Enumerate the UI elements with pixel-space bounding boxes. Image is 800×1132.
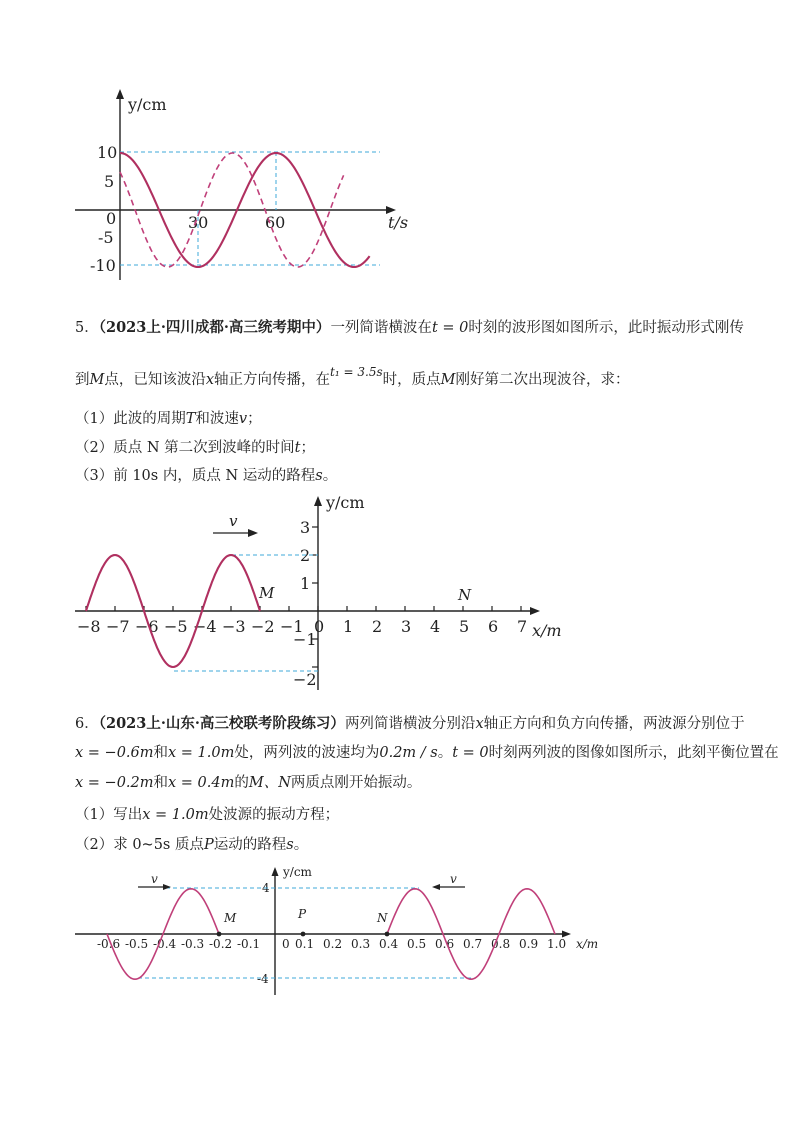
q6-math: t = 0 [452, 745, 489, 761]
fig2-M-label: M [259, 584, 275, 602]
q5-text: 时刻的波形图如图所示，此时振动形式刚传 [468, 320, 744, 336]
q6-math: x = 1.0m [168, 745, 235, 761]
q6-math: x = 1.0m [142, 807, 209, 823]
fig3-ytick-m4: -4 [257, 972, 269, 986]
fig1-ytick-m10: -10 [90, 256, 116, 275]
figure-1-vibration-graph [0, 0, 800, 300]
fig1-ytick-m5: -5 [98, 228, 114, 247]
q6-math: 0.2m / s [379, 745, 438, 761]
q5-text: 。 [322, 468, 338, 484]
fig2-N-label: N [458, 586, 472, 604]
q6-text: 和 [153, 775, 169, 791]
fig3-xtick-label: 0.4 [379, 937, 399, 951]
q6-text: 处，两列波的波速均为 [234, 745, 380, 761]
fig3-xtick-label: -0.1 [237, 937, 261, 951]
fig3-xtick-label: 0.8 [491, 937, 511, 951]
q6-sub-2 [75, 835, 308, 855]
q5-sub-3 [75, 466, 337, 486]
fig3-xtick-label: -0.6 [97, 937, 121, 951]
fig1-y-label: y/cm [128, 95, 167, 114]
fig2-y-arrow-icon [314, 496, 322, 506]
fig3-x-label: x/m [576, 937, 599, 951]
q5-math: t = 0 [431, 320, 469, 336]
fig2-x-arrow-icon [530, 607, 540, 615]
fig2-xtick-label: −7 [106, 617, 130, 636]
q5-text: （1）此波的周期 [75, 411, 186, 427]
fig2-ytick-3: 3 [300, 518, 311, 537]
fig3-xtick-label: 0.9 [519, 937, 539, 951]
fig1-y-arrow-icon [116, 89, 124, 99]
q5-math: v [238, 411, 248, 427]
fig3-M-point [217, 932, 222, 937]
q5-math: x [205, 372, 215, 388]
fig1-xtick-60: 60 [265, 213, 286, 232]
fig3-xtick-label: 0.7 [463, 937, 483, 951]
q5-text: 刚好第二次出现波谷，求： [455, 372, 630, 388]
fig1-ytick-10: 10 [97, 143, 118, 162]
q6-math: M、N [248, 775, 291, 791]
q6-line-3 [75, 773, 421, 793]
q6-text: 处波源的振动方程； [208, 807, 340, 823]
fig3-xtick-label: -0.4 [153, 937, 177, 951]
q5-line-1 [75, 318, 744, 338]
q5-line-2 [75, 365, 630, 390]
fig1-ytick-5: 5 [104, 172, 115, 191]
fig2-xtick-label: 2 [372, 617, 383, 636]
fig3-xtick-label: 0.3 [351, 937, 371, 951]
q5-math: M [89, 372, 105, 388]
fig2-xtick-label: −8 [77, 617, 101, 636]
fig2-xtick-label: −3 [222, 617, 246, 636]
fig3-N-point [385, 932, 390, 937]
q6-text: 。 [437, 745, 453, 761]
fig2-xtick-label: 1 [343, 617, 354, 636]
fig3-N-label: N [377, 911, 388, 925]
fig3-v-label-left: v [151, 872, 158, 886]
fig3-right-arrowhead-icon [432, 884, 440, 890]
fig2-v-label: v [229, 512, 238, 530]
fig3-P-point [301, 932, 306, 937]
fig3-y-arrow-icon [272, 867, 279, 876]
q6-text: 的 [234, 775, 249, 791]
fig3-xtick-label: -0.3 [181, 937, 205, 951]
q5-sub-2 [75, 438, 315, 458]
fig2-xtick-label: −6 [135, 617, 159, 636]
q6-text: 两列简谐横波分别沿 [344, 716, 476, 732]
q6-text: 两质点刚开始振动。 [290, 775, 422, 791]
q6-text: 和 [153, 745, 169, 761]
q6-text: 。 [293, 837, 309, 853]
fig3-xtick-label: 0.2 [323, 937, 343, 951]
fig2-ytick-m2: −2 [293, 670, 317, 689]
fig2-ytick-2: 2 [300, 546, 311, 565]
q6-text: （1）写出 [75, 807, 143, 823]
q6-math: x = −0.6m [75, 745, 154, 761]
q6-line-2 [75, 743, 779, 763]
fig1-x-label: t/s [388, 213, 409, 232]
q5-text: 和波速 [195, 411, 239, 427]
fig1-ytick-0: 0 [106, 209, 117, 228]
fig3-y-label: y/cm [283, 865, 312, 879]
q6-math: P [204, 837, 214, 853]
fig3-P-label: P [298, 907, 307, 921]
figure-3-two-waves [0, 855, 800, 1005]
q6-text: 运动的路程 [213, 837, 287, 853]
figure-2-wave-graph [0, 490, 800, 700]
q5-text: 到 [75, 372, 90, 388]
q5-math: s [315, 468, 323, 484]
q5-math: T [185, 411, 196, 427]
q6-source: （2023上·山东·高三校联考阶段练习） [98, 715, 345, 732]
fig3-xtick-label: -0.2 [209, 937, 233, 951]
q5-text: 轴正方向传播，在 [214, 372, 331, 388]
fig2-xtick-label: 7 [517, 617, 528, 636]
fig3-left-arrowhead-icon [163, 884, 171, 890]
fig2-xtick-label: −4 [193, 617, 217, 636]
q5-text: 点，已知该波沿 [104, 372, 206, 388]
fig2-ytick-1: 1 [300, 574, 311, 593]
fig2-xtick-label: 6 [488, 617, 499, 636]
q5-source: （2023上·四川成都·高三统考期中） [98, 319, 331, 336]
q6-math: s [286, 837, 294, 853]
q5-math: t [294, 440, 301, 456]
fig3-M-label: M [224, 911, 237, 925]
q5-text: 时，质点 [382, 372, 441, 388]
q5-text: （3）前 10s 内，质点 N 运动的路程 [75, 468, 316, 484]
fig2-x-label: x/m [532, 621, 562, 640]
fig3-xtick-label: -0.5 [125, 937, 149, 951]
q6-number: 6． [75, 716, 99, 732]
fig2-xtick-label: 0 [314, 617, 325, 636]
fig2-xtick-label: 4 [430, 617, 441, 636]
fig2-velocity-arrowhead-icon [248, 529, 258, 537]
q6-math: x [475, 716, 484, 732]
q5-text: （2）质点 N 第二次到波峰的时间 [75, 440, 295, 456]
q6-text: 轴正方向和负方向传播，两波源分别位于 [483, 716, 745, 732]
fig2-ytick-m1: −1 [293, 630, 317, 649]
fig2-xtick-label: −2 [251, 617, 275, 636]
q5-text: 一列简谐横波在 [330, 320, 432, 336]
fig2-xtick-label: −1 [280, 617, 304, 636]
q6-text: （2）求 0~5s 质点 [75, 837, 204, 853]
q5-text: ； [247, 411, 262, 427]
fig2-xtick-label: −5 [164, 617, 188, 636]
q5-number: 5． [75, 320, 99, 336]
fig3-ytick-4: 4 [262, 881, 270, 895]
fig2-xtick-label: 5 [459, 617, 470, 636]
q5-math: t₁ = 3.5s [330, 365, 383, 379]
q6-line-1 [75, 714, 745, 734]
q6-math: x = 0.4m [168, 775, 235, 791]
q6-text: 时刻两列波的图像如图所示，此刻平衡位置在 [488, 745, 779, 761]
q5-math: M [440, 372, 456, 388]
fig3-xtick-label: 0.5 [407, 937, 427, 951]
fig2-xtick-label: 3 [401, 617, 412, 636]
fig3-xtick-label: 1.0 [547, 937, 567, 951]
q5-text: ； [300, 440, 315, 456]
q6-sub-1 [75, 805, 339, 825]
fig3-v-label-right: v [450, 872, 457, 886]
fig3-xtick-label: 0 [282, 937, 290, 951]
fig3-xtick-label: 0.6 [435, 937, 455, 951]
fig2-y-label: y/cm [326, 493, 365, 512]
fig1-xtick-30: 30 [188, 213, 209, 232]
q5-sub-1 [75, 409, 262, 429]
q6-math: x = −0.2m [75, 775, 154, 791]
fig3-xtick-label: 0.1 [295, 937, 315, 951]
